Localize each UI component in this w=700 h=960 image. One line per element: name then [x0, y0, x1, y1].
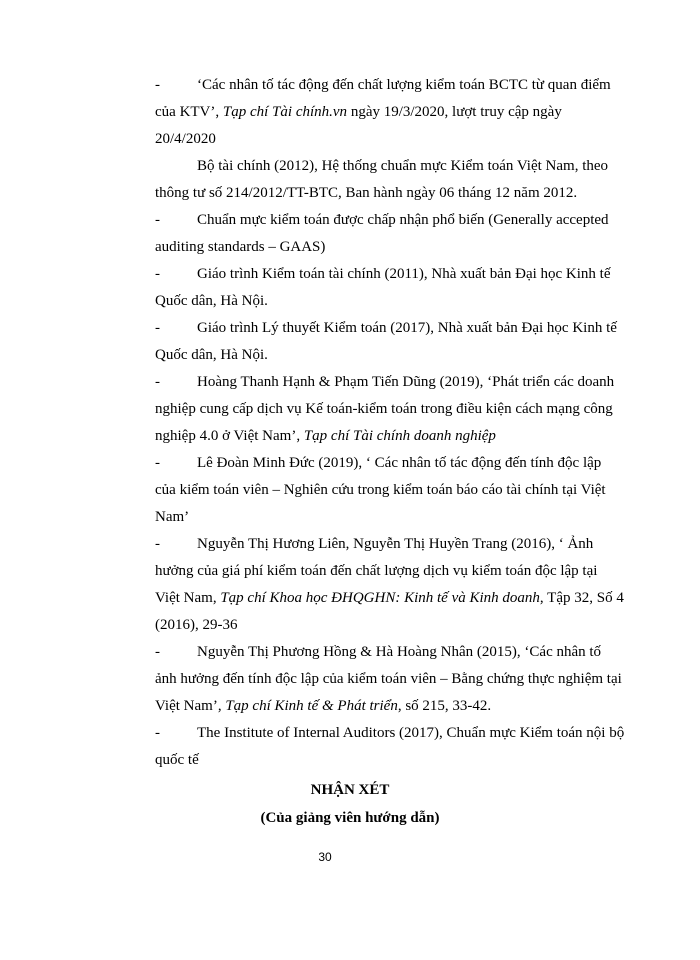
reference-text: , số 215, 33-42. — [397, 698, 492, 714]
reference-journal: Tạp chí Tài chính doanh nghiệp — [303, 428, 496, 444]
reference-journal: Tạp chí Tài chính.vn — [222, 104, 348, 120]
reference-item — [155, 639, 625, 720]
reference-item — [155, 315, 625, 369]
page-number: 30 — [318, 850, 332, 864]
section-heading: NHẬN XÉT — [310, 782, 390, 798]
section-subheading: (Của giảng viên hướng dẫn) — [260, 810, 440, 826]
reference-item — [155, 531, 625, 639]
reference-bullet: - — [155, 320, 160, 336]
reference-text: Chuẩn mực kiểm toán được chấp nhận phổ biến (Generally accepted auditing standards – GAAS) — [155, 212, 609, 255]
reference-list — [155, 72, 625, 774]
reference-item — [155, 450, 625, 531]
reference-text: Lê Đoàn Minh Đức (2019), ‘ Các nhân tố tác động đến tính độc lập của kiểm toán viên – Nghiên cứu trong kiểm toán báo cáo tài chính tại Việt Nam’ — [155, 455, 606, 525]
reference-text: Giáo trình Kiểm toán tài chính (2011), Nhà xuất bản Đại học Kinh tế Quốc dân, Hà Nội. — [155, 266, 611, 309]
reference-journal: Tạp chí Kinh tế & Phát triển — [225, 698, 398, 714]
reference-bullet: - — [155, 455, 160, 471]
reference-bullet: - — [155, 212, 160, 228]
reference-bullet: - — [155, 536, 160, 552]
reference-text: Bộ tài chính (2012), Hệ thống chuẩn mực Kiểm toán Việt Nam, theo thông tư số 214/2012/TT-BTC, Ban hành ngày 06 tháng 12 năm 2012. — [155, 158, 609, 201]
reference-item — [155, 261, 625, 315]
reference-journal: Tạp chí Khoa học ĐHQGHN: Kinh tế và Kinh doanh — [220, 590, 540, 606]
reference-text: Nguyễn Thị Hương Liên, Nguyễn Thị Huyền Trang (2016), ‘ Ảnh hưởng của giá phí kiểm toán đến chất lượng dịch vụ kiểm toán độc lập tại Việt Nam, — [155, 536, 598, 606]
reference-text: The Institute of Internal Auditors (2017), Chuẩn mực Kiểm toán nội bộ quốc tế — [155, 725, 625, 768]
reference-text: ‘Các nhân tố tác động đến chất lượng kiểm toán BCTC từ quan điểm của KTV’, — [155, 77, 611, 120]
reference-text: Giáo trình Lý thuyết Kiểm toán (2017), Nhà xuất bản Đại học Kinh tế Quốc dân, Hà Nội. — [155, 320, 617, 363]
reference-bullet: - — [155, 725, 160, 741]
reference-item — [155, 720, 625, 774]
reference-bullet: - — [155, 374, 160, 390]
reference-item — [155, 153, 625, 207]
reference-text: ngày 19/3/2020, lượt truy cập ngày 20/4/2020 — [155, 104, 562, 147]
reference-bullet: - — [155, 644, 160, 660]
reference-text: , Tập 32, Số 4 (2016), 29-36 — [155, 590, 624, 633]
reference-text: Hoàng Thanh Hạnh & Phạm Tiến Dũng (2019), ‘Phát triển các doanh nghiệp cung cấp dịch vụ Kế toán-kiểm toán trong điều kiện cách mạng công nghiệp 4.0 ở Việt Nam’, — [155, 374, 615, 444]
reference-item — [155, 207, 625, 261]
reference-text: Nguyễn Thị Phương Hồng & Hà Hoàng Nhân (2015), ‘Các nhân tố ảnh hưởng đến tính độc lập của kiểm toán viên – Bằng chứng thực nghiệm tại Việt Nam’, — [155, 644, 622, 714]
reference-item — [155, 369, 625, 450]
reference-bullet: - — [155, 77, 160, 93]
reference-item — [155, 72, 625, 153]
reference-bullet: - — [155, 266, 160, 282]
